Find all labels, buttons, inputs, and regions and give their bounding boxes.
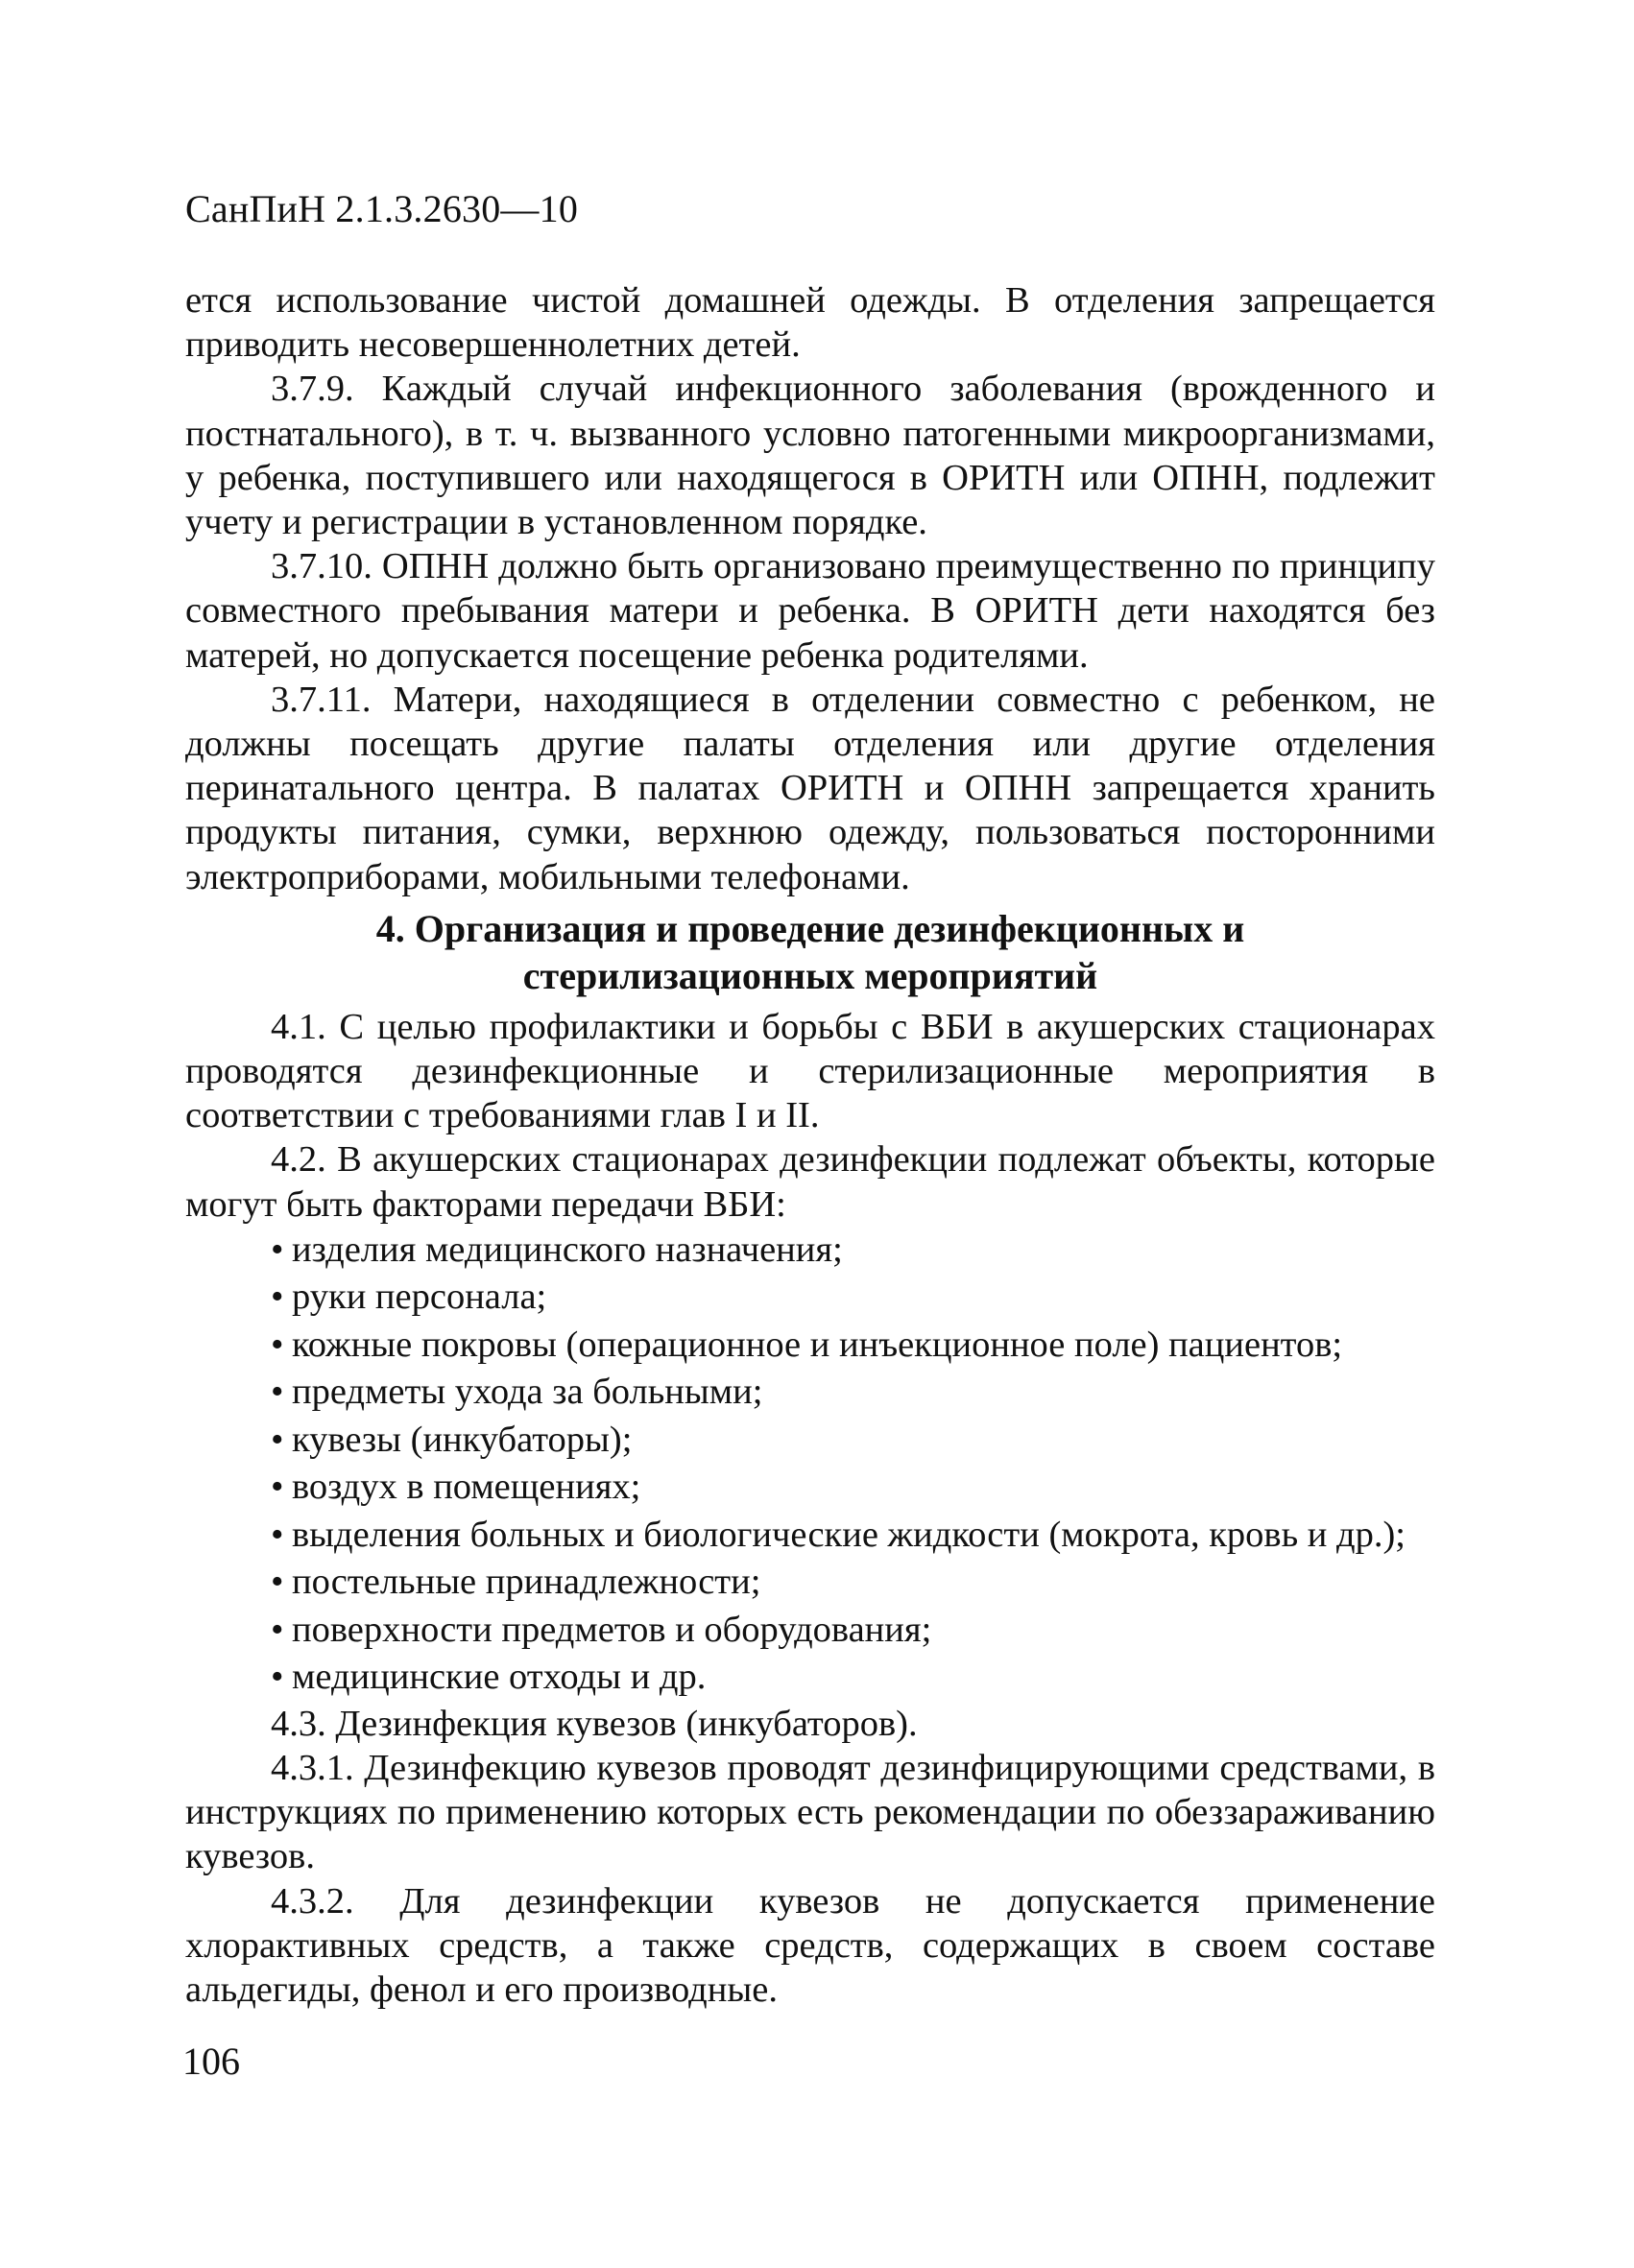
paragraph-3-7-10: 3.7.10. ОПНН должно быть организовано преимущественно по принципу совместного пребывания матери и ребенка. В ОРИТН дети находятся без матерей, но допускается посещение ребенка родителями. (185, 546, 1435, 676)
paragraph-4-1: 4.1. С целью профилактики и борьбы с ВБИ в акушерских стационарах проводятся дезинфекционные и стерилизационные мероприятия в соответствии с требованиями глав I и II. (185, 1006, 1435, 1136)
list-item-text: медицинские отходы и др. (292, 1657, 707, 1698)
list-item-text: кувезы (инкубаторы); (292, 1419, 633, 1460)
disinfection-objects-list (185, 1227, 1435, 1702)
paragraph-3-7-11: 3.7.11. Матери, находящиеся в отделении совместно с ребенком, не должны посещать другие палаты отделения или другие отделения перинатального центра. В палатах ОРИТН и ОПНН запрещается хранить продукты питания, сумки, верхнюю одежду, пользоваться посторонними электроприборами, мобильными телефонами. (185, 679, 1435, 897)
running-title: СанПиН 2.1.3.2630—10 (185, 187, 579, 230)
list-item-text: изделия медицинского назначения; (292, 1229, 843, 1270)
list-item (185, 1654, 1435, 1702)
paragraph-continuation: ется использование чистой домашней одежды. В отделения запрещается приводить несовершеннолетних детей. (185, 280, 1435, 366)
list-item (185, 1512, 1435, 1560)
bullet-icon: • (271, 1609, 284, 1650)
section-heading-line-2: стерилизационных мероприятий (522, 953, 1098, 997)
list-item (185, 1607, 1435, 1655)
bullet-icon: • (271, 1324, 284, 1365)
paragraph-4-3-1: 4.3.1. Дезинфекцию кувезов проводят дезинфицирующими средствами, в инструкциях по применению которых есть рекомендации по обеззараживанию кувезов. (185, 1748, 1435, 1877)
list-item-text: кожные покровы (операционное и инъекционное поле) пациентов; (292, 1324, 1343, 1365)
bullet-icon: • (271, 1229, 284, 1270)
list-item (185, 1369, 1435, 1417)
section-heading (185, 905, 1435, 999)
list-item-text: воздух в помещениях; (292, 1467, 641, 1508)
list-item (185, 1417, 1435, 1465)
bullet-icon: • (271, 1514, 284, 1555)
paragraph-4-2: 4.2. В акушерских стационарах дезинфекции подлежат объекты, которые могут быть факторами передачи ВБИ: (185, 1139, 1435, 1225)
list-item (185, 1322, 1435, 1370)
page-number: 106 (182, 2040, 240, 2083)
list-item (185, 1274, 1435, 1322)
bullet-icon: • (271, 1467, 284, 1508)
bullet-icon: • (271, 1277, 284, 1318)
paragraph-3-7-9: 3.7.9. Каждый случай инфекционного заболевания (врожденного и постнатального), в т. ч. вызванного условно патогенными микроорганизмами, у ребенка, поступившего или находящегося в ОРИТН или ОПНН, подлежит учету и регистрации в установленном порядке. (185, 369, 1435, 543)
section-heading-line-1: 4. Организация и проведение дезинфекционных и (375, 906, 1245, 950)
paragraph-4-3-2: 4.3.2. Для дезинфекции кувезов не допускается применение хлорактивных средств, а также средств, содержащих в своем составе альдегиды, фенол и его производные. (185, 1880, 1435, 2011)
list-item-text: постельные принадлежности; (292, 1562, 761, 1603)
list-item-text: выделения больных и биологические жидкости (мокрота, кровь и др.); (292, 1514, 1406, 1555)
paragraph-4-3: 4.3. Дезинфекция кувезов (инкубаторов). (271, 1703, 918, 1744)
bullet-icon: • (271, 1562, 284, 1603)
list-item (185, 1559, 1435, 1607)
bullet-icon: • (271, 1372, 284, 1413)
page-body (185, 278, 1435, 2012)
list-item-text: поверхности предметов и оборудования; (292, 1609, 932, 1650)
list-item (185, 1227, 1435, 1275)
list-item (185, 1464, 1435, 1512)
list-item-text: руки персонала; (292, 1277, 547, 1318)
list-item-text: предметы ухода за больными; (292, 1372, 763, 1413)
bullet-icon: • (271, 1419, 284, 1460)
bullet-icon: • (271, 1657, 284, 1698)
